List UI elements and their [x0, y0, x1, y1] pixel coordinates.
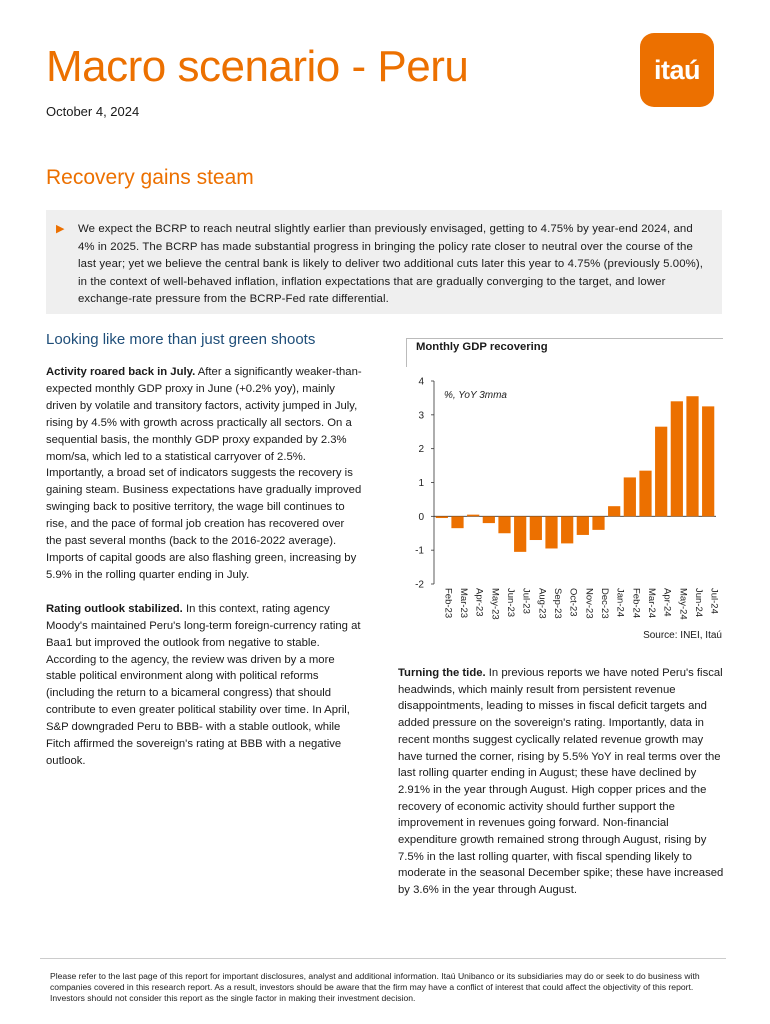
x-tick-label: Nov-23 [583, 588, 595, 619]
paragraph-activity [46, 364, 362, 584]
bar [671, 401, 683, 516]
bar [483, 516, 495, 523]
chart-source: Source: INEI, Itaú [643, 630, 722, 641]
left-column [46, 364, 362, 787]
bar [545, 516, 557, 548]
bar [561, 516, 573, 543]
x-tick-label: Aug-23 [536, 588, 548, 619]
footer-divider [40, 958, 726, 959]
y-tick-label: -2 [415, 579, 424, 591]
report-date: October 4, 2024 [46, 104, 140, 119]
bar [702, 406, 714, 516]
bar [639, 471, 651, 517]
x-tick-label: Apr-24 [661, 588, 673, 617]
y-tick-label: 0 [418, 511, 424, 523]
report-title: Macro scenario - Peru [46, 42, 469, 91]
x-tick-label: Jul-23 [520, 588, 532, 614]
bar [608, 506, 620, 516]
unit-label: %, YoY 3mma [444, 390, 507, 401]
right-column [398, 665, 728, 899]
bar [577, 516, 589, 535]
bar [655, 427, 667, 517]
bar [467, 515, 479, 517]
summary-text: We expect the BCRP to reach neutral slightly earlier than previously envisaged, getting to 4.75% by year-end 2024, and 4% in 2025. The BCRP has made substantial progress in bringing the policy rate closer to neutral over the course of the last year; yet we believe the central bank is likely to deliver two additional cuts later this year to 4.75% (previously 5.00%), in the context of well-behaved inflation, inflation expectations that are gradually converging to the target, and lower exchange-rate pressure from the BCRP-Fed rate differential. [78, 223, 704, 305]
x-tick-label: May-24 [677, 588, 689, 620]
itau-logo [640, 33, 714, 107]
gdp-chart [400, 334, 722, 646]
bar [498, 516, 510, 533]
paragraph-body: In previous reports we have noted Peru's fiscal headwinds, which mainly result from persistent revenue disappointments, leading to misses in fiscal deficit targets and added pressure on the sovereign's rating. Importantly, data in recent months suggest cyclically related revenue growth may have turned the corner, rising by 5.5% YoY in real terms over the last rolling quarter ending in August; these have declined by 2.91% in the year through August. High copper prices and the recovery of economic activity should further support the improvement in revenues going forward. Non-financial expenditure growth remained strong through August, rising by 7.5% in the last rolling quarter, with fiscal spending likely to moderate in the seasonal December spike; these have increased by 3.6% in the year through August. [398, 667, 724, 897]
x-tick-label: Apr-23 [473, 588, 485, 617]
y-tick-label: -1 [415, 545, 424, 557]
logo-text: itaú [653, 54, 700, 85]
chart-title: Monthly GDP recovering [416, 341, 548, 353]
y-tick-label: 3 [418, 410, 424, 422]
paragraph-body: After a significantly weaker-than-expected monthly GDP proxy in June (+0.2% yoy), mainly driven by volatile and transitory factors, activity jumped in July, rising by 4.5% with growth across practically all sectors. On a sequential basis, the monthly GDP proxy expanded by 2.3% mom/sa, which led to a statistical carryover of 2.5%. Importantly, a broad set of indicators suggests the recovery is gaining steam. Business expectations have gradually improved swinging back to positive territory, the wage bill continues to rise, and the pace of formal job creation has recovered over the past several months (back to the 2016-2022 average). Imports of capital goods are also flashing green, increasing by 5.9% in the rolling quarter ending in July. [46, 366, 362, 581]
bar [686, 396, 698, 516]
x-tick-label: Mar-24 [646, 588, 657, 619]
section-title: Recovery gains steam [46, 166, 254, 189]
footer-disclaimer: Please refer to the last page of this report for important disclosures, analyst and additional information. Itaú Unibanco or its subsidiaries may do or seek to do business with companies covered in this research report. As a result, investors should be aware that the firm may have a conflict of interest that could affect the objectivity of this report. Investors should not consider this report as the single factor in making their investment decision. [50, 971, 700, 1003]
bar [530, 516, 542, 540]
bar [514, 516, 526, 552]
summary-box [46, 210, 722, 314]
y-tick-label: 2 [418, 444, 424, 456]
y-tick-label: 4 [418, 376, 424, 388]
x-tick-label: Feb-23 [442, 588, 454, 619]
paragraph-lead: Turning the tide. [398, 667, 486, 679]
y-tick-label: 1 [418, 478, 424, 489]
x-tick-label: May-23 [489, 588, 501, 620]
x-tick-label: Dec-23 [599, 588, 610, 619]
chart-svg [400, 334, 722, 634]
bar [592, 516, 604, 530]
bar [624, 477, 636, 516]
bar [436, 516, 448, 518]
x-tick-label: Mar-23 [458, 588, 469, 619]
subsection-title: Looking like more than just green shoots [46, 331, 316, 348]
paragraph-fiscal [398, 665, 728, 899]
x-tick-label: Jun-23 [505, 588, 516, 618]
x-tick-label: Feb-24 [630, 588, 642, 619]
triangle-right-icon: ▶ [56, 223, 65, 235]
paragraph-rating [46, 601, 362, 770]
bar [451, 516, 463, 528]
paragraph-lead: Rating outlook stabilized. [46, 602, 183, 615]
paragraph-body: In this context, rating agency Moody's maintained Peru's long-term foreign-currency rating at Baa1 but improved the outlook from negative to stable. According to the agency, the review was driven by a more stable political environment along with political reforms (including the return to a bicameral congress) that should contribute to even greater political stability over time. In April, S&P downgraded Peru to BBB- with a stable outlook, while Fitch affirmed the sovereign's rating at BBB with a negative outlook. [46, 602, 361, 767]
x-tick-label: Jul-24 [708, 588, 720, 614]
paragraph-lead: Activity roared back in July. [46, 366, 196, 378]
x-tick-label: Jan-24 [614, 588, 626, 618]
x-tick-label: Sep-23 [552, 588, 563, 619]
x-tick-label: Jun-24 [693, 588, 704, 618]
x-tick-label: Oct-23 [567, 588, 579, 617]
